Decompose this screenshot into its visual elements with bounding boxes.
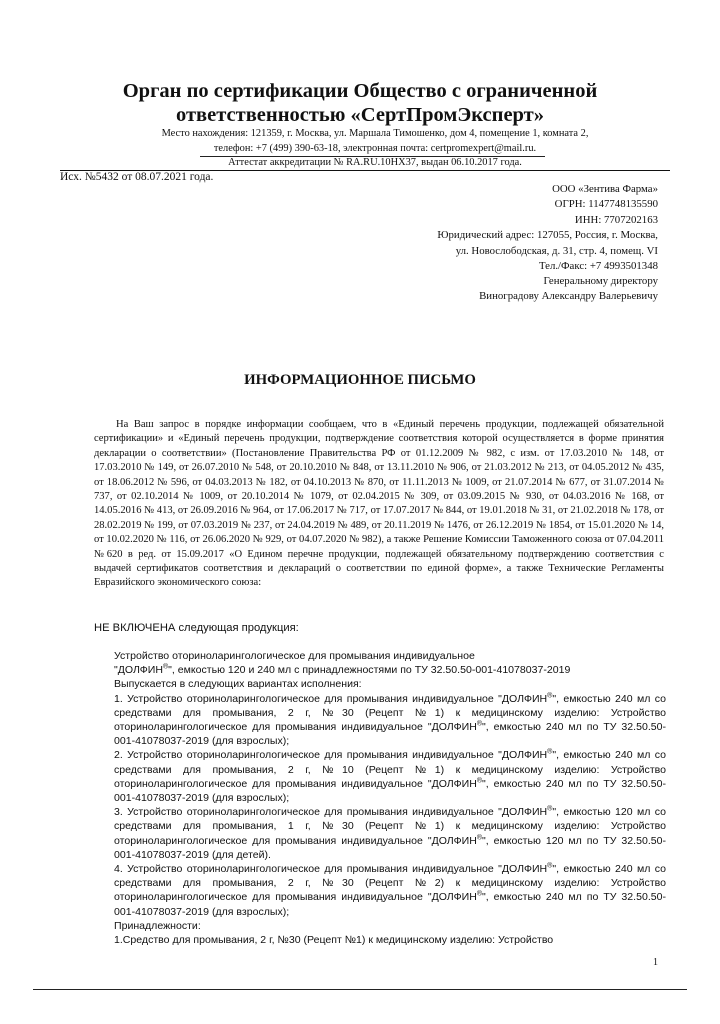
organization-name-line1: Орган по сертификации Общество с ограниченной (122, 80, 598, 102)
variant-item: 3. Устройство оториноларингологическое для промывания индивидуальное "ДОЛФИН®", емкостью 120 мл со средствами для промывания, 1 г, №30 (Рецепт №1) к медицинскому изделию: Устройство оториноларингологическое для промывания индивидуальное "ДОЛФИН®", емкостью 120 мл по ТУ 32.50.50-001-41078037-2019 (для детей). (114, 805, 666, 861)
recipient-ogrn: ОГРН: 1147748135590 (554, 198, 658, 210)
recipient-company: ООО «Зентива Фарма» (552, 183, 658, 195)
recipient-position: Генеральному директору (543, 275, 658, 287)
accessory-item: 1.Средство для промывания, 2 г, №30 (Рецепт №1) к медицинскому изделию: Устройство (114, 934, 554, 947)
product-section (114, 649, 666, 947)
letter-body-paragraph: На Ваш запрос в порядке информации сообщаем, что в «Единый перечень продукции, подлежащей обязательной сертификации» и «Единый перечень продукции, подтверждение соответствия которой осуществляется в форме принятия декларации о соответствии» (Постановление Правительства РФ от 01.12.2009 № 982, с изм. от 17.03.2010 № 148, от 17.03.2010 № 149, от 26.07.2010 № 548, от 20.10.2010 № 848, от 13.11.2010 № 906, от 21.03.2012 № 213, от 04.05.2012 № 435, от 18.06.2012 № 596, от 04.03.2013 № 182, от 04.10.2013 № 870, от 11.11.2013 № 1009, от 21.07.2014 № 677, от 31.07.2014 № 737, от 02.10.2014 № 1009, от 20.10.2014 № 1079, от 02.04.2015 № 309, от 03.09.2015 № 930, от 04.03.2016 № 168, от 14.05.2016 № 413, от 26.09.2016 № 964, от 17.06.2017 № 717, от 17.07.2017 № 844, от 19.01.2018 № 31, от 21.02.2018 № 178, от 28.02.2019 № 199, от 07.03.2019 № 237, от 24.04.2019 № 489, от 20.11.2019 № 1476, от 26.12.2019 № 1854, от 15.01.2020 № 14, от 10.02.2020 № 116, от 26.06.2020 № 929, от 04.07.2020 № 982), а также Решение Комиссии Таможенного союза от 07.04.2011 №620 в ред. от 15.09.2017 «О Едином перечне продукции, подлежащей обязательному подтверждению соответствия с выдачей сертификатов соответствия и деклараций о соответствии по единой форме», а также Технические Регламенты Евразийского экономического союза: (94, 419, 664, 589)
organization-contacts: телефон: +7 (499) 390-63-18, электронная почта: certpromexpert@mail.ru. (213, 143, 537, 154)
accessories-label: Принадлежности: (114, 919, 201, 932)
product-name-line2 (114, 663, 666, 677)
page-bottom-rule (33, 989, 687, 990)
recipient-address-line2: ул. Новослободская, д. 31, стр. 4, помещ. VI (455, 245, 658, 257)
recipient-phone: Тел./Факс: +7 4993501348 (538, 260, 658, 272)
product-name-line1: Устройство оториноларингологическое для промывания индивидуальное (114, 650, 475, 662)
organization-location: Место нахождения: 121359, г. Москва, ул. Маршала Тимошенко, дом 4, помещение 1, комната 2, (161, 128, 589, 139)
variants-intro: Выпускается в следующих вариантах исполнения: (114, 678, 362, 691)
outgoing-reference: Исх. №5432 от 08.07.2021 года. (60, 171, 214, 183)
not-included-heading: НЕ ВКЛЮЧЕНА следующая продукция: (94, 622, 299, 634)
recipient-inn: ИНН: 7707202163 (574, 214, 658, 226)
variant-item: 2. Устройство оториноларингологическое для промывания индивидуальное "ДОЛФИН®", емкостью 240 мл со средствами для промывания, 2 г, №10 (Рецепт №1) к медицинскому изделию: Устройство оториноларингологическое для промывания индивидуальное "ДОЛФИН®", емкостью 240 мл по ТУ 32.50.50-001-41078037-2019 (для взрослых); (114, 748, 666, 805)
accreditation-info: Аттестат аккредитации № RA.RU.10НХ37, выдан 06.10.2017 года. (228, 157, 522, 168)
recipient-address-line1: Юридический адрес: 127055, Россия, г. Москва, (437, 229, 658, 241)
variant-item: 1. Устройство оториноларингологическое для промывания индивидуальное "ДОЛФИН®", емкостью 240 мл со средствами для промывания, 2 г, №30 (Рецепт №1) к медицинскому изделию: Устройство оториноларингологическое для промывания индивидуальное "ДОЛФИН®", емкостью 240 мл по ТУ 32.50.50-001-41078037-2019 (для взрослых); (114, 692, 666, 748)
product-name-rest: ", емкостью 120 и 240 мл с принадлежностями по ТУ 32.50.50-001-41078037-2019 (168, 664, 571, 677)
variant-item: 4. Устройство оториноларингологическое для промывания индивидуальное "ДОЛФИН®", емкостью 240 мл со средствами для промывания, 2 г, №30 (Рецепт №2) к медицинскому изделию: Устройство оториноларингологическое для промывания индивидуальное "ДОЛФИН®", емкостью 240 мл по ТУ 32.50.50-001-41078037-2019 (для взрослых); (114, 862, 666, 918)
organization-name-line2: ответственностью «СертПромЭксперт» (176, 104, 544, 126)
letter-title: ИНФОРМАЦИОННОЕ ПИСЬМО (244, 372, 476, 388)
product-brand: "ДОЛФИН (114, 664, 163, 677)
recipient-name: Виноградову Александру Валерьевичу (479, 290, 658, 302)
registered-mark: ® (163, 663, 169, 671)
page-marker: 1 (653, 957, 658, 968)
